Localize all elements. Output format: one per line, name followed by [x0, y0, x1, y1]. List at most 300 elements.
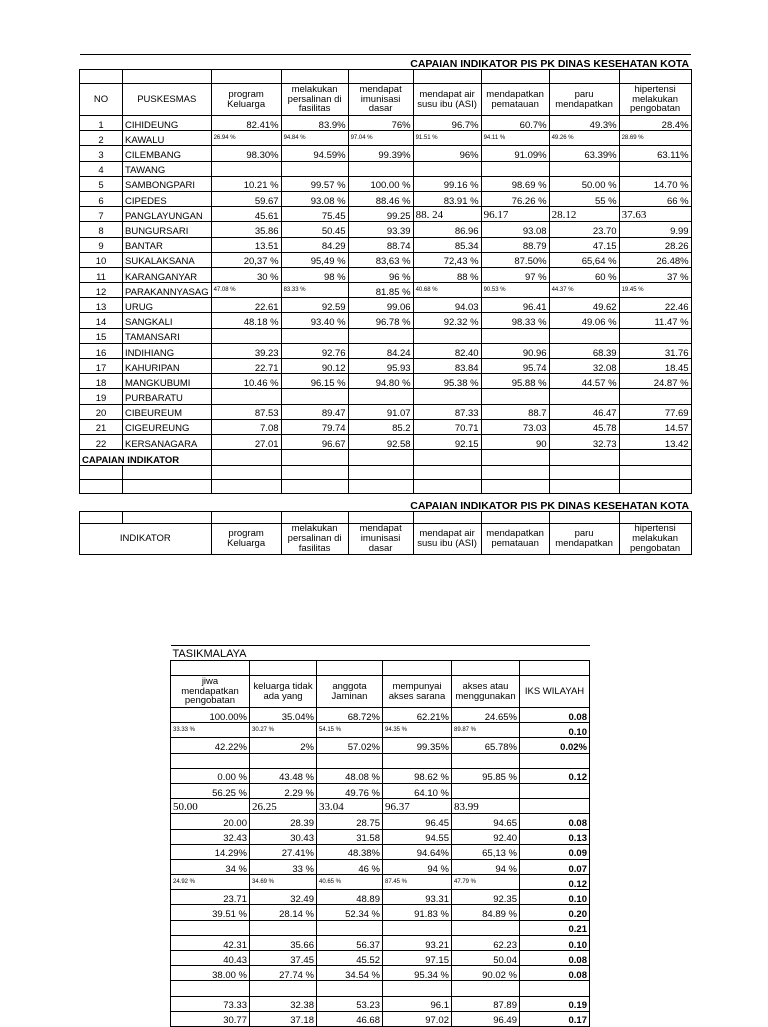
indicator-value: 70.71	[413, 419, 481, 434]
indicator-value	[211, 161, 281, 176]
indicator-value: 96.45	[383, 814, 452, 829]
indicator-value: 95.38 %	[413, 374, 481, 389]
indicator-value: 90.02 %	[452, 966, 520, 981]
iks-value: 0.08	[520, 966, 590, 981]
indicator-value: 91.07	[348, 404, 413, 419]
indicator-value: 44.57 %	[549, 374, 619, 389]
indicator-value: 97.15	[383, 951, 452, 966]
table-row	[80, 161, 692, 176]
indicator-value: 94.84 %	[281, 131, 348, 146]
table-row	[80, 374, 692, 389]
blank-row	[80, 480, 692, 494]
indicator-value	[211, 389, 281, 404]
indicator-value: 28.75	[317, 814, 383, 829]
indicator-value: 34 %	[171, 859, 250, 874]
empty-cell	[520, 661, 590, 676]
table-row	[80, 252, 692, 267]
iks-value: 0.07	[520, 859, 590, 874]
row-number: 15	[80, 328, 123, 343]
indicator-value: 19.45 %	[619, 283, 691, 298]
indicator-value: 99.35%	[383, 738, 452, 753]
table-row	[80, 237, 692, 252]
indicator-value: 91.83 %	[383, 905, 452, 920]
indicator-header: jiwa mendapatkan pengobatan	[171, 676, 250, 708]
row-number: 11	[80, 267, 123, 282]
table-row	[171, 996, 590, 1011]
indicator-value: 48.08 %	[317, 768, 383, 783]
table-row	[171, 920, 590, 935]
table-row	[80, 283, 692, 298]
empty-cell	[123, 466, 212, 480]
puskesmas-name: PURBARATU	[123, 389, 212, 404]
indicator-value	[348, 161, 413, 176]
indicator-value: 30.77	[171, 1011, 250, 1026]
indicator-value: 94.03	[413, 298, 481, 313]
empty-cell	[281, 466, 348, 480]
indicator-value: 96.7%	[413, 116, 481, 131]
indicator-value: 90	[481, 434, 549, 449]
indicator-value: 49.76 %	[317, 783, 383, 798]
indicator-value: 50.00 %	[549, 176, 619, 191]
indicator-value: 28.12	[549, 207, 619, 222]
indicator-value: 96.37	[383, 799, 452, 814]
indicator-value: 32.49	[250, 890, 317, 905]
iks-value: 0.08	[520, 814, 590, 829]
indicator-value: 28.14 %	[250, 905, 317, 920]
indicator-value: 24.87 %	[619, 374, 691, 389]
puskesmas-name: PANGLAYUNGAN	[123, 207, 212, 222]
empty-cell	[413, 480, 481, 494]
empty-cell	[619, 480, 691, 494]
indicator-value: 82.40	[413, 343, 481, 358]
indicator-value: 94 %	[452, 859, 520, 874]
indicator-value: 95,49 %	[281, 252, 348, 267]
row-number: 17	[80, 359, 123, 374]
indicator-value: 92.40	[452, 829, 520, 844]
indicator-value: 32.73	[549, 434, 619, 449]
table-row	[80, 131, 692, 146]
empty-cell	[481, 466, 549, 480]
indicator-value: 47.08 %	[211, 283, 281, 298]
blank-row	[171, 661, 590, 676]
indicator-value: 86.96	[413, 222, 481, 237]
row-number: 21	[80, 419, 123, 434]
puskesmas-name: SAMBONGPARI	[123, 176, 212, 191]
indicator-header: IKS WILAYAH	[520, 676, 590, 708]
indicator-value: 53.23	[317, 996, 383, 1011]
row-number: 8	[80, 222, 123, 237]
table-row	[80, 434, 692, 449]
capaian-label: CAPAIAN INDIKATOR	[80, 450, 212, 466]
indicator-value	[452, 753, 520, 768]
indicator-value: 88 %	[413, 267, 481, 282]
indicator-value	[481, 328, 549, 343]
indicator-value: 52.34 %	[317, 905, 383, 920]
indicator-value: 62.23	[452, 935, 520, 950]
indicator-value: 95.93	[348, 359, 413, 374]
row-number: 16	[80, 343, 123, 358]
indicator-value: 28.26	[619, 237, 691, 252]
blank-row	[80, 466, 692, 480]
indicator-header: mendapat imunisasi dasar	[348, 84, 413, 116]
puskesmas-name: KAHURIPAN	[123, 359, 212, 374]
indicator-value: 96%	[413, 146, 481, 161]
empty-cell	[281, 70, 348, 84]
indicator-value: 99.16 %	[413, 176, 481, 191]
indicator-value: 94.11 %	[481, 131, 549, 146]
puskesmas-name: INDIHIANG	[123, 343, 212, 358]
indicator-value: 62.21%	[383, 708, 452, 723]
indicator-value: 94.55	[383, 829, 452, 844]
indicator-value: 26.94 %	[211, 131, 281, 146]
puskesmas-name: SUKALAKSANA	[123, 252, 212, 267]
indicator-header: mendapat air susu ibu (ASI)	[413, 524, 481, 555]
row-number: 13	[80, 298, 123, 313]
indicator-value: 85.34	[413, 237, 481, 252]
row-number: 18	[80, 374, 123, 389]
indicator-value: 37.63	[619, 207, 691, 222]
row-number: 10	[80, 252, 123, 267]
table-row	[80, 359, 692, 374]
indicator-value: 89.47	[281, 404, 348, 419]
indicator-value: 38.00 %	[171, 966, 250, 981]
indicator-value: 9.99	[619, 222, 691, 237]
table-row	[80, 343, 692, 358]
indicator-value: 88.7	[481, 404, 549, 419]
indicator-value: 96.67	[281, 434, 348, 449]
indicator-value: 37 %	[619, 267, 691, 282]
empty-cell	[123, 512, 212, 524]
indicator-value: 94.59%	[281, 146, 348, 161]
indicator-value: 32.43	[171, 829, 250, 844]
indicator-value: 66 %	[619, 191, 691, 206]
empty-cell	[619, 466, 691, 480]
empty-cell	[481, 70, 549, 84]
indicator-value: 79.74	[281, 419, 348, 434]
indicator-value: 94.64%	[383, 844, 452, 859]
row-number: 5	[80, 176, 123, 191]
puskesmas-name: PARAKANNYASAG	[123, 283, 212, 298]
indicator-value: 83.91 %	[413, 191, 481, 206]
iks-value: 0.12	[520, 768, 590, 783]
indicator-value: 30.27 %	[250, 723, 317, 738]
blank-row	[80, 512, 692, 524]
indicator-header: mendapat air susu ibu (ASI)	[413, 84, 481, 116]
indicator-value: 76%	[348, 116, 413, 131]
empty-cell	[413, 450, 481, 466]
indicator-value: 93.31	[383, 890, 452, 905]
indicator-value: 34.69 %	[250, 875, 317, 890]
indicator-value	[250, 981, 317, 996]
puskesmas-name: BUNGURSARI	[123, 222, 212, 237]
indicator-value	[250, 920, 317, 935]
indicator-value	[619, 161, 691, 176]
indicator-value: 92.76	[281, 343, 348, 358]
empty-cell	[348, 480, 413, 494]
indicator-value: 96.49	[452, 1011, 520, 1026]
indicator-value: 87.53	[211, 404, 281, 419]
indicator-value: 82.41%	[211, 116, 281, 131]
empty-cell	[80, 466, 123, 480]
empty-cell	[413, 70, 481, 84]
indicator-value	[413, 328, 481, 343]
indicator-value: 27.01	[211, 434, 281, 449]
row-number: 4	[80, 161, 123, 176]
bottom-title: TASIKMALAYA	[171, 646, 590, 661]
iks-value: 0.17	[520, 1011, 590, 1026]
indikator-col-label: INDIKATOR	[80, 524, 212, 555]
indicator-value: 47.15	[549, 237, 619, 252]
table-row	[80, 404, 692, 419]
indicator-value: 23.70	[549, 222, 619, 237]
indicator-value: 99.57 %	[281, 176, 348, 191]
indicator-value: 65,13 %	[452, 844, 520, 859]
empty-cell	[211, 450, 281, 466]
puskesmas-name: KARANGANYAR	[123, 267, 212, 282]
indicator-value	[348, 328, 413, 343]
indicator-value: 33 %	[250, 859, 317, 874]
title-row	[80, 55, 692, 70]
indicator-value: 96.1	[383, 996, 452, 1011]
indicator-value	[619, 328, 691, 343]
indicator-value: 76.26 %	[481, 191, 549, 206]
indicator-value: 84.89 %	[452, 905, 520, 920]
empty-cell	[250, 661, 317, 676]
table-row	[80, 419, 692, 434]
empty-cell	[80, 70, 123, 84]
indicator-value	[211, 328, 281, 343]
indicator-value: 96.78 %	[348, 313, 413, 328]
empty-cell	[549, 512, 619, 524]
iks-value: 0.20	[520, 905, 590, 920]
indicator-value: 46.68	[317, 1011, 383, 1026]
indicator-header: mendapatkan pematauan	[481, 84, 549, 116]
empty-cell	[281, 480, 348, 494]
table-title: CAPAIAN INDIKATOR PIS PK DINAS KESEHATAN KOTA	[80, 55, 692, 70]
indicator-value: 18.45	[619, 359, 691, 374]
indicator-value: 95.34 %	[383, 966, 452, 981]
indicator-value: 14.70 %	[619, 176, 691, 191]
indicator-value: 93.40 %	[281, 313, 348, 328]
indicator-value: 73.03	[481, 419, 549, 434]
indicator-value: 33.33 %	[171, 723, 250, 738]
indicator-value: 2.29 %	[250, 783, 317, 798]
indicator-value: 96.17	[481, 207, 549, 222]
indicator-value: 49.26 %	[549, 131, 619, 146]
puskesmas-name: KAWALU	[123, 131, 212, 146]
indicator-value	[549, 161, 619, 176]
indicator-value: 7.08	[211, 419, 281, 434]
indicator-value: 48.89	[317, 890, 383, 905]
indicator-value: 55 %	[549, 191, 619, 206]
table-row	[80, 298, 692, 313]
indicator-value: 13.51	[211, 237, 281, 252]
indicator-value: 84.24	[348, 343, 413, 358]
indicator-value: 32.08	[549, 359, 619, 374]
table-row	[80, 146, 692, 161]
indicator-value: 50.04	[452, 951, 520, 966]
iks-value: 0.02%	[520, 738, 590, 753]
puskesmas-name: URUG	[123, 298, 212, 313]
table-row	[171, 966, 590, 981]
indicator-value	[250, 753, 317, 768]
indicator-value: 33.04	[317, 799, 383, 814]
indicator-value: 35.86	[211, 222, 281, 237]
indicator-value: 64.10 %	[383, 783, 452, 798]
indicator-value	[549, 389, 619, 404]
indicator-value: 99.39%	[348, 146, 413, 161]
indicator-value: 94.80 %	[348, 374, 413, 389]
indicator-value: 99.25	[348, 207, 413, 222]
empty-cell	[619, 450, 691, 466]
indicator-value: 20.00	[171, 814, 250, 829]
indicator-value: 26.25	[250, 799, 317, 814]
capaian-row	[80, 450, 692, 466]
bottom-header-row	[171, 676, 590, 708]
indicator-value	[281, 328, 348, 343]
indicator-value: 87.50%	[481, 252, 549, 267]
iks-value	[520, 799, 590, 814]
indicator-header: mempunyai akses sarana	[383, 676, 452, 708]
indicator-value: 34.54 %	[317, 966, 383, 981]
indicator-value: 91.09%	[481, 146, 549, 161]
indicator-value	[317, 920, 383, 935]
table-row	[171, 829, 590, 844]
indicator-value	[481, 389, 549, 404]
row-number: 14	[80, 313, 123, 328]
empty-cell	[481, 480, 549, 494]
empty-cell	[211, 480, 281, 494]
indicator-header: hipertensi melakukan pengobatan	[619, 84, 691, 116]
empty-cell	[452, 661, 520, 676]
indicator-value: 94.65	[452, 814, 520, 829]
indicator-value: 97.04 %	[348, 131, 413, 146]
empty-cell	[549, 450, 619, 466]
indicator-value: 60 %	[549, 267, 619, 282]
indicator-header: akses atau menggunakan	[452, 676, 520, 708]
empty-cell	[123, 480, 212, 494]
indicator-value: 13.42	[619, 434, 691, 449]
empty-cell	[80, 480, 123, 494]
indicator-value: 56.37	[317, 935, 383, 950]
empty-cell	[348, 512, 413, 524]
indicator-value: 28.39	[250, 814, 317, 829]
puskesmas-name: SANGKALI	[123, 313, 212, 328]
table-row	[80, 207, 692, 222]
indicator-value: 93.21	[383, 935, 452, 950]
table-row	[171, 738, 590, 753]
bottom-title-row	[171, 646, 590, 661]
indicator-value: 37.45	[250, 951, 317, 966]
indicator-value: 96.41	[481, 298, 549, 313]
iks-value: 0.08	[520, 951, 590, 966]
row-number: 12	[80, 283, 123, 298]
table-row	[80, 389, 692, 404]
empty-cell	[317, 661, 383, 676]
indicator-value: 39.23	[211, 343, 281, 358]
indicator-value: 87.45 %	[383, 875, 452, 890]
indicator-value: 92.32 %	[413, 313, 481, 328]
indicator-value: 83.84	[413, 359, 481, 374]
indicator-header: paru mendapatkan	[549, 84, 619, 116]
indicator-value: 26.48%	[619, 252, 691, 267]
indicator-value: 20,37 %	[211, 252, 281, 267]
table-row	[171, 844, 590, 859]
empty-cell	[211, 466, 281, 480]
indicator-value: 98.30%	[211, 146, 281, 161]
table-row	[171, 708, 590, 723]
empty-cell	[281, 512, 348, 524]
indicator-value: 99.06	[348, 298, 413, 313]
table-row	[171, 723, 590, 738]
indicator-value: 87.89	[452, 996, 520, 1011]
indicator-value: 95.88 %	[481, 374, 549, 389]
indicator-value: 100.00%	[171, 708, 250, 723]
indicator-value	[413, 389, 481, 404]
indicator-value: 44.37 %	[549, 283, 619, 298]
table-row	[80, 176, 692, 191]
indicator-value	[452, 783, 520, 798]
table-row	[80, 116, 692, 131]
indicator-value	[383, 753, 452, 768]
row-number: 3	[80, 146, 123, 161]
indicator-value	[549, 328, 619, 343]
indicator-value	[281, 389, 348, 404]
indicator-value: 90.96	[481, 343, 549, 358]
indicator-value: 47.79 %	[452, 875, 520, 890]
indicator-value: 100.00 %	[348, 176, 413, 191]
indicator-header: mendapatkan pematauan	[481, 524, 549, 555]
indicator-header: program Keluarga	[211, 84, 281, 116]
iks-value	[520, 981, 590, 996]
indicator-value	[481, 161, 549, 176]
indicator-value: 22.71	[211, 359, 281, 374]
indicator-value: 50.00	[171, 799, 250, 814]
empty-cell	[619, 70, 691, 84]
table-row	[80, 191, 692, 206]
indicator-value: 65.78%	[452, 738, 520, 753]
empty-cell	[281, 450, 348, 466]
indicator-value: 83,63 %	[348, 252, 413, 267]
indicator-value	[281, 161, 348, 176]
table-row	[171, 890, 590, 905]
iks-value: 0.10	[520, 935, 590, 950]
table-row	[171, 768, 590, 783]
indicator-value	[171, 981, 250, 996]
puskesmas-name: MANGKUBUMI	[123, 374, 212, 389]
indicator-value: 98.69 %	[481, 176, 549, 191]
empty-cell	[348, 450, 413, 466]
indicator-value: 22.46	[619, 298, 691, 313]
indicator-value: 42.22%	[171, 738, 250, 753]
indicator-value: 40.68 %	[413, 283, 481, 298]
empty-cell	[413, 512, 481, 524]
indicator-value: 83.99	[452, 799, 520, 814]
indicator-value: 97 %	[481, 267, 549, 282]
puskesmas-name: TAWANG	[123, 161, 212, 176]
empty-cell	[211, 70, 281, 84]
indicator-value: 35.66	[250, 935, 317, 950]
indicator-value	[171, 753, 250, 768]
indicator-value: 27.41%	[250, 844, 317, 859]
indicator-value: 10.46 %	[211, 374, 281, 389]
table-row	[171, 951, 590, 966]
iks-value: 0.08	[520, 708, 590, 723]
indicator-value: 72,43 %	[413, 252, 481, 267]
indicator-value: 22.61	[211, 298, 281, 313]
table-row	[80, 328, 692, 343]
indicator-value: 84.29	[281, 237, 348, 252]
